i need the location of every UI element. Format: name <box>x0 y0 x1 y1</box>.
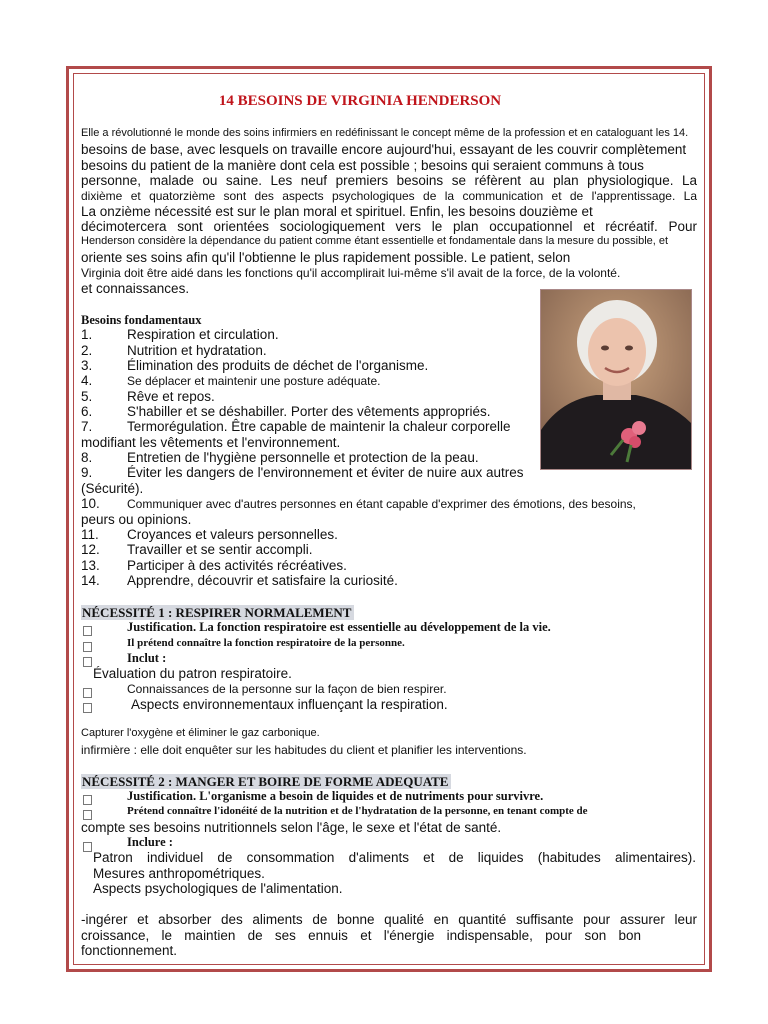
besoin-number: 4. <box>81 373 93 388</box>
besoin-number: 1. <box>81 327 93 342</box>
besoin-text: Nutrition et hydratation. <box>127 343 267 358</box>
besoin-item <box>81 558 347 573</box>
besoin-item <box>81 419 510 434</box>
besoin-item <box>81 496 636 511</box>
besoin-item <box>81 542 313 557</box>
necessite-2-inclure: Inclure : <box>127 835 173 849</box>
besoin-text: Entretien de l'hygiène personnelle et protection de la peau. <box>127 450 479 465</box>
portrait-photo <box>540 289 692 470</box>
necessite-1-justification: Justification. La fonction respiratoire est essentielle au développement de la vie. <box>127 620 551 634</box>
necessite-1-capture: Capturer l'oxygène et éliminer le gaz carbonique. <box>81 727 320 739</box>
intro-line: personne, malade ou saine. Les neuf premiers besoins se réfèrent au plan physiologique. La <box>81 173 697 188</box>
necessite-1-pretend: Il prétend connaître la fonction respiratoire de la personne. <box>127 637 405 649</box>
besoin-text: Communiquer avec d'autres personnes en étant capable d'exprimer des émotions, des besoins, <box>127 497 636 511</box>
besoin-number: 8. <box>81 450 93 465</box>
besoin-text: Termorégulation. Être capable de maintenir la chaleur corporelle <box>127 419 511 434</box>
besoin-item <box>81 358 428 373</box>
besoin-text: Croyances et valeurs personnelles. <box>127 527 338 542</box>
necessite-1-item: Connaissances de la personne sur la façon de bien respirer. <box>127 682 447 696</box>
besoin-text: Participer à des activités récréatives. <box>127 558 347 573</box>
bullet-icon <box>83 838 92 856</box>
bullet-icon <box>83 653 92 671</box>
necessite-2-paragraph: croissance, le maintien de ses ennuis et l'énergie indispensable, pour son bon <box>81 928 641 943</box>
besoin-number: 7. <box>81 419 93 434</box>
besoin-number: 12. <box>81 542 100 557</box>
necessite-2-item: Patron individuel de consommation d'aliments et de liquides (habitudes alimentaires). <box>93 850 696 865</box>
necessite-2-paragraph: fonctionnement. <box>81 943 178 958</box>
necessite-2-compte: compte ses besoins nutritionnels selon l'âge, le sexe et l'état de santé. <box>81 820 502 835</box>
intro-line: Henderson considère la dépendance du patient comme étant essentielle et fondamentale dans la mesure du possible, et <box>81 235 669 247</box>
necessite-2-item: Mesures anthropométriques. <box>93 866 265 881</box>
bullet-icon <box>83 699 92 717</box>
besoin-item <box>81 343 267 358</box>
intro-line: dixième et quatorzième sont des aspects psychologiques de la communication et de l'apprentissage. La <box>81 189 697 203</box>
besoin-continuation: modifiant les vêtements et l'environnement. <box>81 435 341 450</box>
necessite-1-item: Évaluation du patron respiratoire. <box>93 666 292 681</box>
intro-line: décimotercera sont orientées sociologiquement vers le plan occupationnel et récréatif. Pour <box>81 219 697 234</box>
necessite-1-infirmiere: infirmière : elle doit enquêter sur les habitudes du client et planifier les interventions. <box>81 743 527 757</box>
besoin-number: 9. <box>81 465 93 480</box>
intro-line: La onzième nécessité est sur le plan moral et spirituel. Enfin, les besoins douzième et <box>81 204 593 219</box>
besoin-number: 5. <box>81 389 93 404</box>
besoin-text: Élimination des produits de déchet de l'organisme. <box>127 358 429 373</box>
besoin-number: 3. <box>81 358 93 373</box>
besoin-text: Se déplacer et maintenir une posture adéquate. <box>127 374 381 388</box>
necessite-2-justification: Justification. L'organisme a besoin de liquides et de nutriments pour survivre. <box>127 789 544 803</box>
besoin-item <box>81 465 524 480</box>
necessite-2-pretend: Prétend connaître l'idonéité de la nutrition et de l'hydratation de la personne, en tenant compte de <box>127 805 588 817</box>
necessite-1-item: Aspects environnementaux influençant la respiration. <box>131 697 448 712</box>
besoin-text: Rêve et repos. <box>127 389 215 404</box>
besoin-item <box>81 573 398 588</box>
intro-line: et connaissances. <box>81 281 190 296</box>
besoin-number: 14. <box>81 573 100 588</box>
intro-line: besoins du patient de la manière dont cela est possible ; besoins qui seraient communs à tous <box>81 158 644 173</box>
besoin-number: 6. <box>81 404 93 419</box>
necessite-1-inclut: Inclut : <box>127 651 167 665</box>
besoin-item <box>81 450 479 465</box>
besoin-text: Travailler et se sentir accompli. <box>127 542 313 557</box>
besoin-item <box>81 404 491 419</box>
besoins-heading: Besoins fondamentaux <box>81 313 202 327</box>
besoin-item <box>81 389 215 404</box>
besoin-number: 2. <box>81 343 93 358</box>
necessite-2-paragraph: -ingérer et absorber des aliments de bonne qualité en quantité suffisante pour assurer leur <box>81 912 697 927</box>
besoin-text: Respiration et circulation. <box>127 327 279 342</box>
besoin-item <box>81 373 381 388</box>
necessite-2-item: Aspects psychologiques de l'alimentation. <box>93 881 343 896</box>
besoin-number: 13. <box>81 558 100 573</box>
necessite-2-heading-text: NÉCESSITÉ 2 : MANGER ET BOIRE DE FORME ADEQUATE <box>81 774 451 789</box>
document-title: 14 BESOINS DE VIRGINIA HENDERSON <box>218 93 502 109</box>
intro-line: Virginia doit être aidé dans les fonctions qu'il accomplirait lui-même s'il avait de la force, de la volonté. <box>81 266 621 280</box>
intro-line: oriente ses soins afin qu'il l'obtienne le plus rapidement possible. Le patient, selon <box>81 250 571 265</box>
besoin-item <box>81 327 279 342</box>
besoin-number: 10. <box>81 496 100 511</box>
intro-line: Elle a révolutionné le monde des soins infirmiers en redéfinissant le concept même de la profession et en cataloguant les 14. <box>81 127 689 139</box>
besoin-text: S'habiller et se déshabiller. Porter des vêtements appropriés. <box>127 404 491 419</box>
besoin-continuation: peurs ou opinions. <box>81 512 192 527</box>
besoin-continuation: (Sécurité). <box>81 481 144 496</box>
besoin-text: Apprendre, découvrir et satisfaire la curiosité. <box>127 573 398 588</box>
besoin-item <box>81 527 338 542</box>
besoin-number: 11. <box>81 527 99 542</box>
besoin-text: Éviter les dangers de l'environnement et éviter de nuire aux autres <box>127 465 524 480</box>
intro-line: besoins de base, avec lesquels on travaille encore aujourd'hui, essayant de les couvrir complètement <box>81 142 687 157</box>
necessite-1-heading-text: NÉCESSITÉ 1 : RESPIRER NORMALEMENT <box>81 605 354 620</box>
